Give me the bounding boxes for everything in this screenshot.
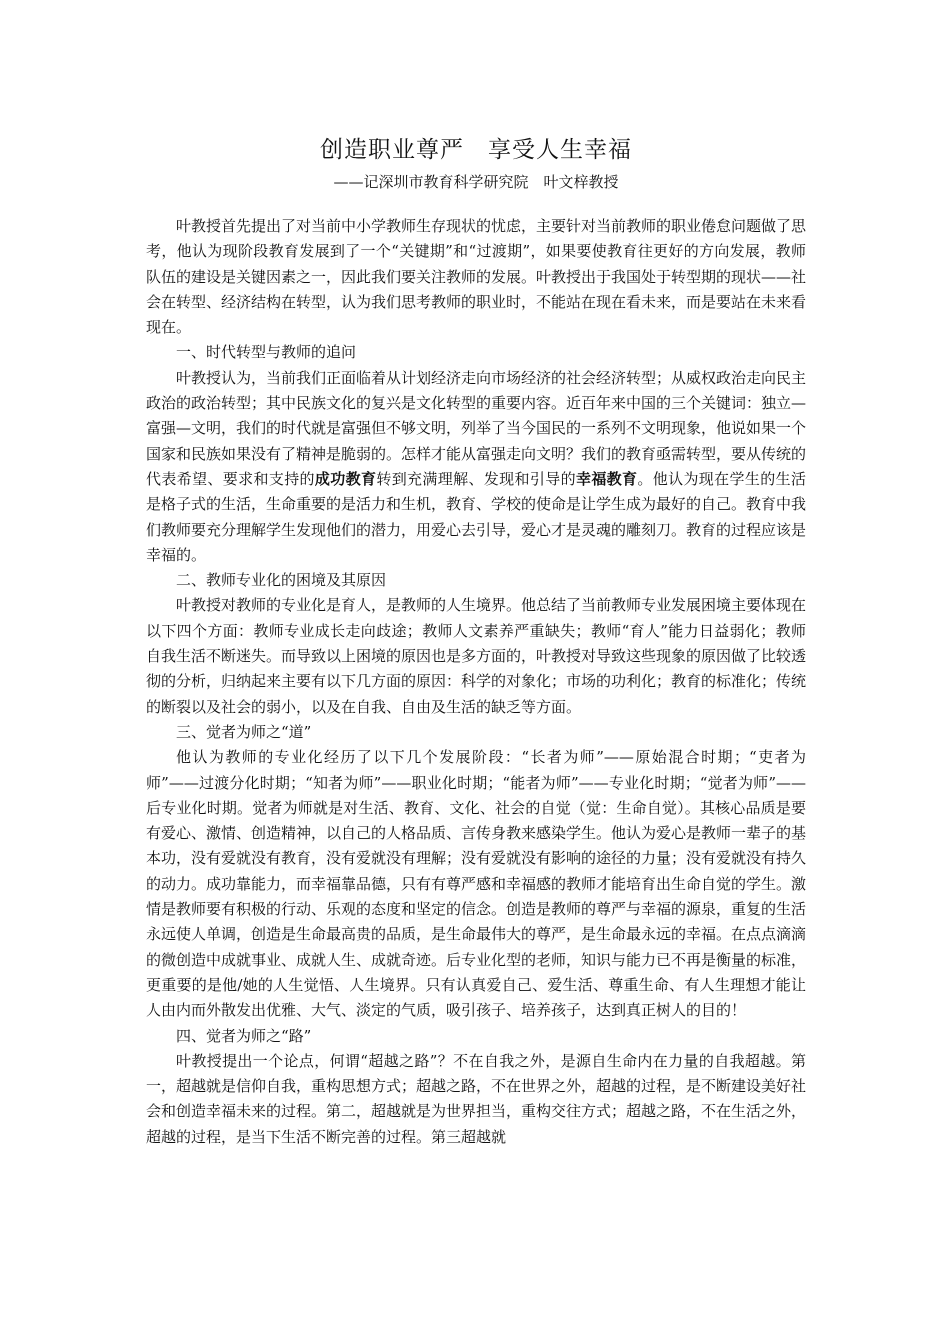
section-2-paragraph: 叶教授对教师的专业化是育人，是教师的人生境界。他总结了当前教师专业发展困境主要体现在以下四个方面：教师专业成长走向歧途；教师人文素养严重缺失；教师“育人”能力日益弱化；教师自我生活不断迷失。而导致以上困境的原因也是多方面的，叶教授对导致这些现象的原因做了比较透彻的分析，归纳起来主要有以下几方面的原因：科学的对象化；市场的功利化；教育的标准化；传统的断裂以及社会的弱小，以及在自我、自由及生活的缺乏等方面。 xyxy=(146,596,807,716)
section-2-heading: 二、教师专业化的困境及其原因 xyxy=(176,571,387,590)
section-1-text-c: 。他认为现在学生的生活是格子式的生活，生命重要的是活力和生机，教育、学校的使命是让学生成为最好的自己。教育中我们教师要充分理解学生发现他们的潜力，用爱心去引导，爱心才是灵魂的雕刻刀。教育的过程应该是幸福的。 xyxy=(146,469,807,564)
section-3-heading: 三、觉者为师之“道” xyxy=(176,722,312,741)
intro-paragraph: 叶教授首先提出了对当前中小学教师生存现状的忧虑，主要针对当前教师的职业倦怠问题做了思考，他认为现阶段教育发展到了一个“关键期”和“过渡期”，如果要使教育往更好的方向发展，教师队伍的建设是关键因素之一，因此我们要关注教师的发展。叶教授出于我国处于转型期的现状——社会在转型、经济结构在转型，认为我们思考教师的职业时，不能站在现在看未来，而是要站在未来看现在。 xyxy=(146,217,807,337)
bold-term-success-education: 成功教育 xyxy=(314,469,377,488)
section-3-paragraph: 他认为教师的专业化经历了以下几个发展阶段：“长者为师”——原始混合时期；“吏者为师”——过渡分化时期；“知者为师”——职业化时期；“能者为师”——专业化时期；“觉者为师”——后专业化时期。觉者为师就是对生活、教育、文化、社会的自觉（觉：生命自觉）。其核心品质是要有爱心、激情、创造精神，以自己的人格品质、言传身教来感染学生。他认为爱心是教师一辈子的基本功，没有爱就没有教育，没有爱就没有理解；没有爱就没有影响的途径的力量；没有爱就没有持久的动力。成功靠能力，而幸福靠品德，只有有尊严感和幸福感的教师才能培育出生命自觉的学生。激情是教师要有积极的行动、乐观的态度和坚定的信念。创造是教师的尊严与幸福的源泉，重复的生活永远使人单调，创造是生命最高贵的品质，是生命最伟大的尊严，是生命最永远的幸福。在点点滴滴的微创造中成就事业、成就人生、成就奇迹。后专业化型的老师，知识与能力已不再是衡量的标准，更重要的是他/她的人生觉悟、人生境界。只有认真爱自己、爱生活、尊重生命、有人生理想才能让人由内而外散发出优雅、大气、淡定的气质，吸引孩子、培养孩子，达到真正树人的目的！ xyxy=(146,748,807,1020)
section-1-text-a: 叶教授认为，当前我们正面临着从计划经济走向市场经济的社会经济转型；从威权政治走向民主政治的政治转型；其中民族文化的复兴是文化转型的重要内容。近百年来中国的三个关键词：独立—富强—文明，我们的时代就是富强但不够文明，列举了当今国民的一系列不文明现象，他说如果一个国家和民族如果没有了精神是脆弱的。怎样才能从富强走向文明？我们的教育亟需转型，要从传统的代表希望、要求和支持的 xyxy=(146,368,807,488)
section-4-heading: 四、觉者为师之“路” xyxy=(176,1026,312,1045)
document-title: 创造职业尊严 享受人生幸福 xyxy=(320,137,632,163)
document-page xyxy=(146,130,806,1150)
bold-term-happiness-education: 幸福教育 xyxy=(575,469,638,488)
document-subtitle: ——记深圳市教育科学研究院 叶文梓教授 xyxy=(333,173,619,191)
section-4-paragraph: 叶教授提出一个论点，何谓“超越之路”？不在自我之外，是源自生命内在力量的自我超越。第一，超越就是信仰自我，重构思想方式；超越之路，不在世界之外，超越的过程，是不断建设美好社会和创造幸福未来的过程。第二，超越就是为世界担当，重构交往方式；超越之路，不在生活之外，超越的过程，是当下生活不断完善的过程。第三超越就 xyxy=(146,1051,807,1146)
document-body xyxy=(146,214,806,1150)
section-1-paragraph xyxy=(146,366,806,568)
section-1-heading: 一、时代转型与教师的追问 xyxy=(176,343,357,362)
section-1-text-b: 转到充满理解、发现和引导的 xyxy=(376,469,576,488)
